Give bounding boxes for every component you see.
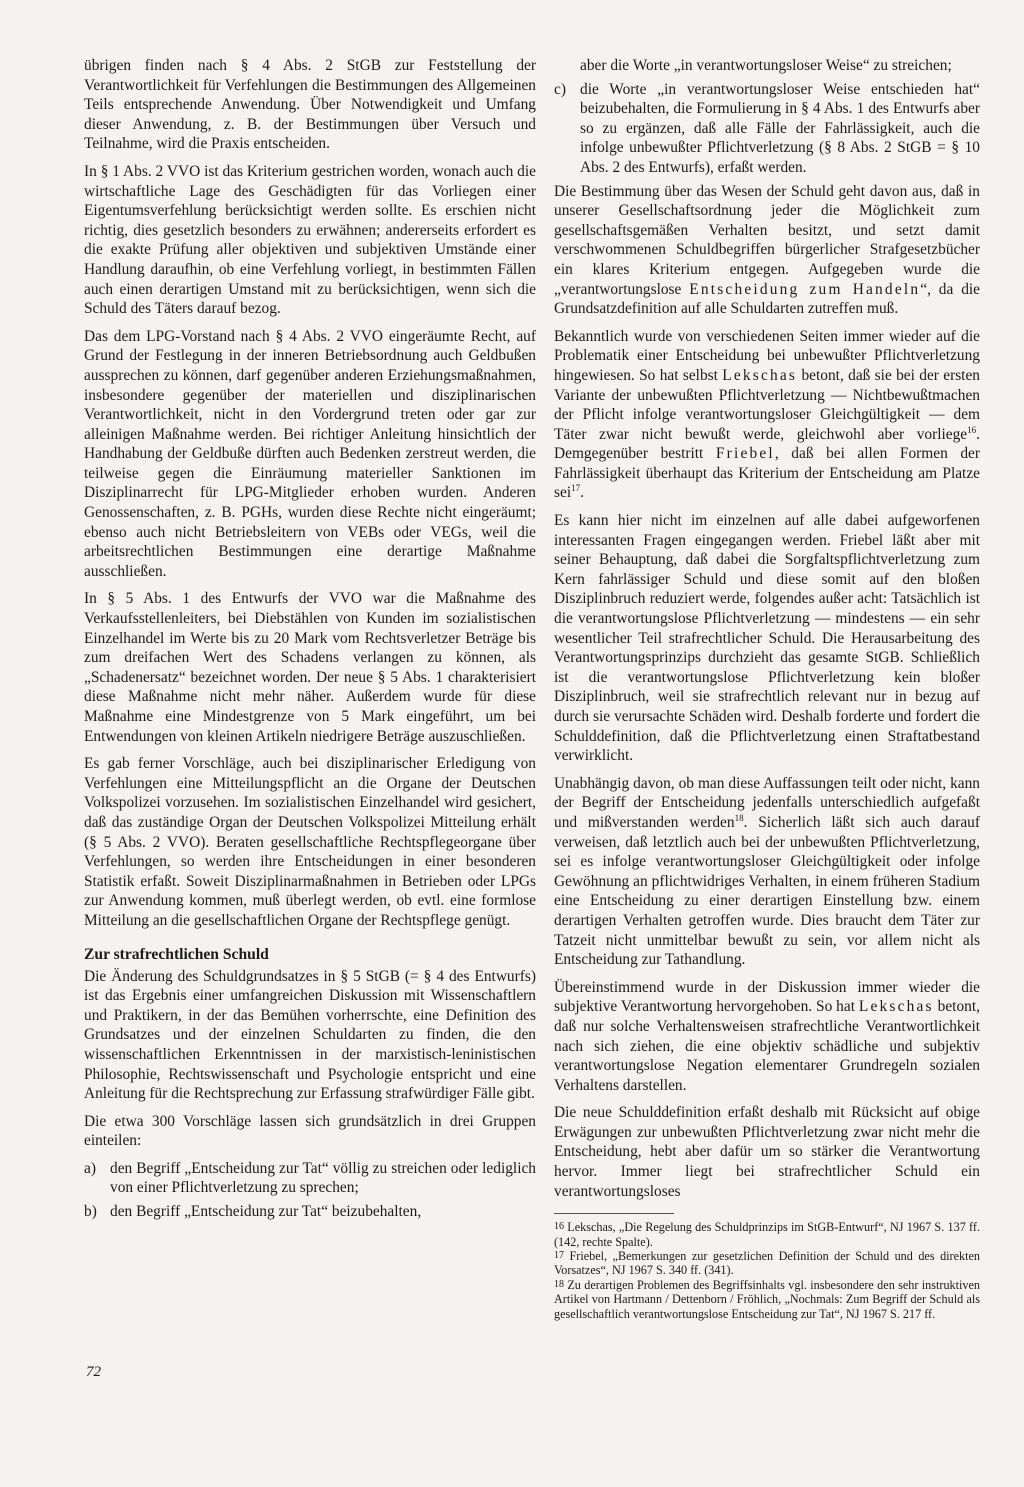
paragraph: Das dem LPG-Vorstand nach § 4 Abs. 2 VVO eingeräumte Recht, auf Grund der Festlegung in der inneren Betriebsordnung auch Geldbußen aussprechen zu können, darf gegenüber anderen Erziehungsmaßnahmen, insbesondere gegenüber der materiellen und disziplinarischen Verantwortlichkeit, nicht in den Vordergrund treten oder gar zur alleinigen Maßnahme werden. Bei richtiger Anleitung hinsichtlich der Handhabung der Geldbuße dürften auch Bedenken zerstreut werden, die teilweise gegen die Einräumung materieller Sanktionen im Disziplinarrecht für LPG-Mitglieder erhoben wurden. Anderen Genossenschaften, z. B. PGHs, wurden diese Rechte nicht eingeräumt; ebenso auch nicht Betriebsleitern von VEBs oder VEGs, weil die arbeitsrechtlichen Bestimmungen eine derartige Maßnahme ausschließen. (84, 327, 536, 580)
list-item-a (84, 1159, 536, 1198)
paragraph: Die neue Schulddefinition erfaßt deshalb mit Rücksicht auf obige Erwägungen zur unbewußten Pflichtverletzung zwar nicht mehr die Entscheidung, hebt aber dafür um so stärker die Verantwortung hervor. Immer liegt bei strafrechtlicher Schuld ein verantwortungsloses (554, 1104, 980, 1200)
list-item-b-continued (554, 56, 980, 76)
paragraph: Es gab ferner Vorschläge, auch bei disziplinarischer Erledigung von Verfehlungen eine Mitteilungspflicht an die Organe der Deutschen Volkspolizei vorzusehen. Im sozialistischen Einzelhandel wird gesichert, daß das zuständige Organ der Deutschen Volkspolizei Mitteilung erhält (§ 5 Abs. 2 VVO). Beraten gesellschaftliche Rechtspflegeorgane über Verfehlungen, so werden ihre Entscheidungen in einer besonderen Statistik erfaßt. Soweit Disziplinarmaßnahmen in Betrieben oder LPGs zur Anwendung kommen, muß überlegt werden, ob evtl. eine formlose Mitteilung an die gesellschaftlichen Organe der Rechtspflege genügt. (84, 755, 536, 929)
footnotes (554, 1220, 980, 1321)
footnote-ref[interactable]: 17 (571, 483, 581, 494)
footnote-divider (554, 1213, 674, 1214)
left-column (84, 56, 536, 1226)
list-item-b (84, 1202, 536, 1222)
paragraph: In § 5 Abs. 1 des Entwurfs der VVO war die Maßnahme des Verkaufsstellenleiters, bei Diebstählen von Kunden im sozialistischen Einzelhandel im Werte bis zu 20 Mark vom Rechtsverletzer Beträge bis zum dreifachen Wert des Schadens verlangen zu können, als „Schadenersatz“ bezeichnet worden. Der neue § 5 Abs. 1 charakterisiert diese Maßnahme nicht mehr näher. Außerdem wurde für diese Maßnahme eine Mindestgrenze von 5 Mark eingeführt, um bei Entwendungen von kleinen Artikeln niedrigere Beträge auszuschließen. (84, 590, 536, 745)
list-item-c (554, 80, 980, 178)
page-number: 72 (86, 1364, 101, 1380)
footnote: 17 Friebel, „Bemerkungen zur gesetzlichen Definition der Schuld und des direkten Vorsatzes“, NJ 1967 S. 340 ff. (341). (554, 1249, 981, 1278)
paragraph: Unabhängig davon, ob man diese Auffassungen teilt oder nicht, kann der Begriff der Entscheidung jedenfalls unterschiedlich aufgefaßt und mißverstanden werden$^{18}$. Sicherlich läßt sich auch darauf verweisen, daß letztlich auch bei der unbewußten Pflichtverletzung, sei es infolge verantwortungsloser Gleichgültigkeit oder infolge Gewöhnung an pflichtwidriges Verhalten, in einem früheren Stadium eine Entscheidung zu einer derartigen Einstellung bzw. einem derartigen Verhalten getroffen wurde. Dies braucht dem Täter zur Tatzeit nicht unmittelbar bewußt zu sein, vor allem nicht als Entscheidung zur Tathandlung. (554, 774, 980, 969)
list-text: aber die Worte „in verantwortungsloser Weise“ zu streichen; (580, 57, 952, 74)
spaced-emphasis: Entscheidung zum Handeln (689, 280, 921, 298)
paragraph: Die etwa 300 Vorschläge lassen sich grundsätzlich in drei Gruppen einteilen: (84, 1112, 536, 1150)
right-column (554, 56, 980, 1321)
list-marker: b) (84, 1203, 97, 1221)
paragraph: Es kann hier nicht im einzelnen auf alle dabei aufgeworfenen interessanten Fragen eingegangen werden. Friebel läßt aber mit seiner Behauptung, daß dabei die Sorgfaltspflichtverletzung zum Kern fahrlässiger Schuld und diese somit auf den bloßen Disziplinbruch reduziert werde, folgendes außer acht: Tatsächlich ist die verantwortungslose Pflichtverletzung — mindestens — ein sehr wesentlicher Teil strafrechtlicher Schuld. Die Herausarbeitung des Verantwortungsprinzips durchzieht das gesamte StGB. Schließlich ist die verantwortungslose Pflichtverletzung kein bloßer Disziplinbruch, weil sie strafrechtlich relevant nur in bezug auf durch sie verursachte Schäden wird. Deshalb forderte und fordert die Schulddefinition, daß die Pflichtverletzung einen Straftatbestand verwirklicht. (554, 512, 980, 765)
author-name: Lekschas (722, 366, 798, 384)
list-text: die Worte „in verantwortungsloser Weise entschieden hat“ beizubehalten, die Formulierung in § 4 Abs. 1 des Entwurfs aber so zu ergänzen, daß alle Fälle der Fahrlässigkeit, auch die infolge unbewußter Pflichtverletzung (§ 8 Abs. 2 StGB = § 10 Abs. 2 des Entwurfs), erfaßt werden. (580, 80, 980, 176)
paragraph: Die Änderung des Schuldgrundsatzes in § 5 StGB (= § 4 des Entwurfs) ist das Ergebnis einer umfangreichen Diskussion mit Wissenschaftlern und Praktikern, in der das Bemühen vorherrschte, eine Definition des Grundsatzes und der einzelnen Schuldarten zu finden, die den wissenschaftlichen Erkenntnissen in der marxistisch-leninistischen Philosophie, Rechtswissenschaft und Psychologie entspricht und eine Anleitung für die Rechtsprechung zur Erfassung strafwürdiger Fälle gibt. (84, 967, 536, 1103)
paragraph: Die Bestimmung über das Wesen der Schuld geht davon aus, daß in unserer Gesellschaftsordnung jeder die Möglichkeit zum gesellschaftsgemäßen Verhalten besitzt, und setzt damit verschwommenen Schuldbegriffen bürgerlicher Strafgesetzbücher ein klares Kriterium entgegen. Aufgegeben wurde die „verantwortungslose Entscheidung zum Handeln“, da die Grundsatzdefinition auf alle Schuldarten zutreffen muß. (554, 182, 980, 318)
list-text: den Begriff „Entscheidung zur Tat“ völlig zu streichen oder lediglich von einer Pflichtverletzung zu sprechen; (110, 1159, 536, 1197)
paragraph: In § 1 Abs. 2 VVO ist das Kriterium gestrichen worden, wonach auch die wirtschaftliche Lage des Geschädigten für das Vorliegen einer Eigentumsverfehlung berücksichtigt werden sollte. Es erschien nicht richtig, dies gesetzlich besonders zu erwähnen; andererseits erfordert es die exakte Prüfung aller objektiven und subjektiven Umstände einer Handlung daraufhin, ob eine Verfehlung vorliegt, in bestimmten Fällen auch einen derartigen Umstand mit zu berücksichtigen, wenn sich die Schuld des Täters darauf bezog. (84, 162, 536, 318)
list-text: den Begriff „Entscheidung zur Tat“ beizubehalten, (110, 1203, 422, 1221)
author-name: Lekschas (858, 998, 934, 1016)
section-heading: Zur strafrechtlichen Schuld (84, 945, 269, 963)
list-marker: a) (84, 1159, 96, 1177)
paragraph: Übereinstimmend wurde in der Diskussion immer wieder die subjektive Verantwortung hervorgehoben. So hat Lekschas betont, daß nur solche Verhaltensweisen strafrechtliche Verantwortlichkeit nach sich ziehen, die eine objektiv schädliche und subjektiv verantwortungslose Negation elementarer Grundregeln sozialen Verhaltens darstellen. (554, 978, 980, 1094)
footnote-ref[interactable]: 18 (734, 812, 744, 823)
list-marker: c) (554, 80, 566, 98)
author-name: Friebel (715, 445, 775, 463)
paragraph: Bekanntlich wurde von verschiedenen Seiten immer wieder auf die Problematik einer Entscheidung bei unbewußter Pflichtverletzung hingewiesen. So hat selbst Lekschas betont, daß sie bei der ersten Variante der unbewußten Pflichtverletzung — Nichtbewußtmachen der Pflicht infolge verantwortungsloser Gleichgültigkeit — dem Täter zwar nicht bewußt werde, gleichwohl aber vorliege$^{16}$. Demgegenüber bestritt Friebel, daß bei allen Formen der Fahrlässigkeit überhaupt das Kriterium der Entscheidung am Platze sei$^{17}$. (554, 327, 980, 502)
paragraph: übrigen finden nach § 4 Abs. 2 StGB zur Feststellung der Verantwortlichkeit für Verfehlungen die Bestimmungen des Allgemeinen Teils entsprechende Anwendung. Über Notwendigkeit und Umfang dieser Anwendung, z. B. der Bestimmungen über Versuch und Teilnahme, wird die Praxis entscheiden. (84, 57, 536, 153)
footnote: 16 Lekschas, „Die Regelung des Schuldprinzips im StGB-Entwurf“, NJ 1967 S. 137 ff. (142, rechte Spalte). (554, 1220, 980, 1249)
footnote-ref[interactable]: 16 (967, 424, 977, 435)
footnote: 18 Zu derartigen Problemen des Begriffsinhalts vgl. insbesondere den sehr instruktiven Artikel von Hartmann / Dettenborn / Fröhlich, „Nochmals: Zum Begriff der Schuld als gesellschaftlich verantwortungslose Entscheidung zur Tat“, NJ 1967 S. 217 ff. (554, 1277, 980, 1321)
